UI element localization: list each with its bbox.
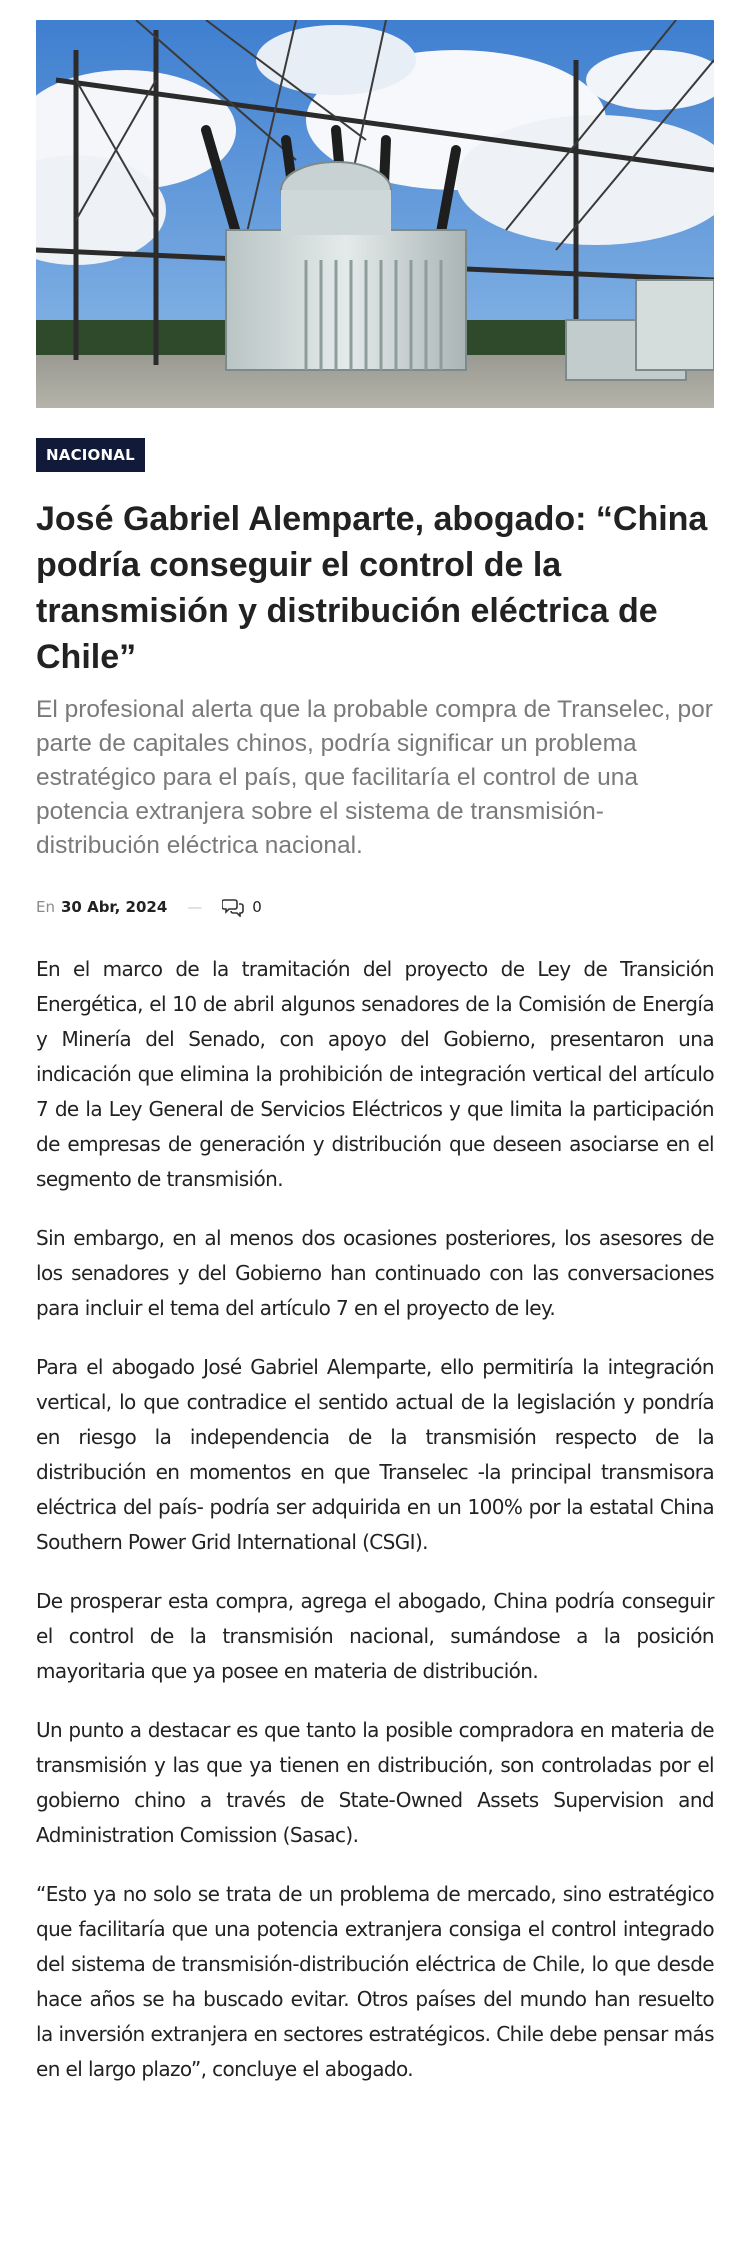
- article-body: [36, 952, 714, 2111]
- article-subtitle: El profesional alerta que la probable compra de Transelec, por parte de capitales chinos, podría significar un problema estratégico para el país, que facilitaría el control de una potencia extranjera sobre el sistema de transmisión-distribución eléctrica nacional.: [36, 696, 713, 859]
- article-title: José Gabriel Alemparte, abogado: “China podría conseguir el control de la transmisión y distribución eléctrica de Chile”: [36, 500, 708, 676]
- comment-bubbles-icon[interactable]: [222, 897, 244, 917]
- body-paragraph: En el marco de la tramitación del proyecto de Ley de Transición Energética, el 10 de abril algunos senadores de la Comisión de Energía y Minería del Senado, con apoyo del Gobierno, presentaron una indicación que elimina la prohibición de integración vertical del artículo 7 de la Ley General de Servicios Eléctricos y que limita la participación de empresas de generación y distribución que deseen asociarse en el segmento de transmisión.: [36, 957, 714, 1191]
- date-prefix: En: [36, 898, 55, 916]
- comments-count[interactable]: 0: [252, 898, 262, 916]
- publish-date[interactable]: 30 Abr, 2024: [60, 898, 168, 916]
- article-meta: [36, 893, 262, 921]
- hero-image: [36, 20, 714, 408]
- body-paragraph: Sin embargo, en al menos dos ocasiones posteriores, los asesores de los senadores y del Gobierno han continuado con las conversaciones para incluir el tema del artículo 7 en el proyecto de ley.: [36, 1226, 714, 1320]
- body-paragraph: “Esto ya no solo se trata de un problema de mercado, sino estratégico que facilitaría que una potencia extranjera consiga el control integrado del sistema de transmisión-distribución eléctrica de Chile, lo que desde hace años se ha buscado evitar. Otros países del mundo han resuelto la inversión extranjera en sectores estratégicos. Chile debe pensar más en el largo plazo”, concluye el abogado.: [36, 1882, 714, 2081]
- body-paragraph: Para el abogado José Gabriel Alemparte, ello permitiría la integración vertical, lo que contradice el sentido actual de la legislación y pondría en riesgo la independencia de la transmisión respecto de la distribución en momentos en que Transelec -la principal transmisora eléctrica del país- podría ser adquirida en un 100% por la estatal China Southern Power Grid International (CSGI).: [36, 1355, 714, 1554]
- meta-separator: —: [187, 898, 203, 916]
- body-paragraph: Un punto a destacar es que tanto la posible compradora en materia de transmisión y las que ya tienen en distribución, son controladas por el gobierno chino a través de State-Owned Assets Supervision and Administration Comission (Sasac).: [36, 1718, 714, 1847]
- substation-photo: [36, 20, 714, 408]
- category-badge[interactable]: NACIONAL: [36, 438, 145, 472]
- body-paragraph: De prosperar esta compra, agrega el abogado, China podría conseguir el control de la transmisión nacional, sumándose a la posición mayoritaria que ya posee en materia de distribución.: [36, 1589, 714, 1683]
